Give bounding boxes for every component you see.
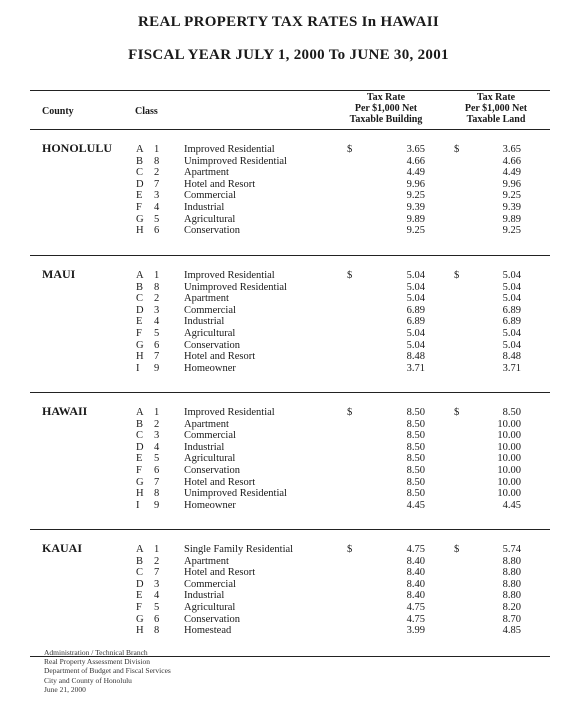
rate-building: 5.04 [406,293,425,305]
header-rate-building-line: Taxable Building [349,114,423,125]
dollar-sign-land: $ [454,144,460,155]
rate-land: 4.45 [502,499,521,511]
table-row [30,614,550,626]
rate-building: 3.65 [406,144,425,155]
class-number: 9 [154,499,160,511]
class-letter: G [136,339,144,351]
class-letter: C [136,567,144,579]
class-description: Commercial [184,190,236,202]
class-number: 7 [154,567,160,579]
rate-land: 6.89 [502,316,521,328]
class-description: Homestead [184,625,232,637]
rate-building: 4.49 [406,167,425,179]
table-row [30,556,550,568]
document-subtitle: FISCAL YEAR JULY 1, 2000 To JUNE 30, 2001 [128,47,449,63]
rate-land: 9.25 [502,190,521,202]
footer-line: Department of Budget and Fiscal Services [44,666,171,676]
rate-building: 5.04 [406,327,425,339]
rate-land: 3.65 [502,144,521,155]
class-letter: I [136,499,140,511]
rate-land: 8.80 [502,555,521,567]
table-row [30,407,550,419]
header-rate-land-line: Taxable Land [466,114,526,125]
table-row [30,167,550,179]
class-description: Unimproved Residential [184,281,287,293]
table-row [30,500,550,512]
table-row [30,351,550,363]
table-row [30,144,550,156]
rate-land: 8.70 [502,613,521,625]
header-rate-building-line: Tax Rate [366,92,406,103]
table-row [30,579,550,591]
table-row [30,340,550,352]
class-number: 2 [154,167,160,179]
class-number: 4 [154,201,160,213]
class-letter: F [136,601,142,613]
table-row [30,602,550,614]
rate-building: 5.04 [406,339,425,351]
rate-building: 3.71 [406,362,425,374]
rate-building: 8.48 [406,351,425,363]
rate-building: 8.50 [406,430,425,442]
class-number: 3 [154,578,160,590]
rate-building: 4.75 [406,544,425,555]
table-row [30,316,550,328]
class-letter: A [136,407,144,418]
table-row [30,567,550,579]
rate-land: 3.71 [502,362,521,374]
county-name: KAUAI [42,541,83,555]
class-description: Industrial [184,201,225,213]
rate-building: 8.40 [406,555,425,567]
class-number: 7 [154,476,160,488]
table-row [30,202,550,214]
class-letter: C [136,293,144,305]
rate-building: 5.04 [406,281,425,293]
rate-building: 8.50 [406,488,425,500]
dollar-sign-land: $ [454,270,460,281]
class-description: Conservation [184,464,240,476]
class-letter: A [136,544,144,555]
class-letter: G [136,476,144,488]
table-row [30,282,550,294]
class-description: Industrial [184,316,225,328]
table-row [30,477,550,489]
class-rows [30,144,550,237]
rate-land: 10.00 [497,418,521,430]
class-letter: B [136,555,144,567]
class-number: 6 [154,613,160,625]
rate-building: 8.50 [406,407,425,418]
class-description: Conservation [184,613,240,625]
class-description: Agricultural [184,453,236,465]
class-number: 3 [154,190,160,202]
class-description: Homeowner [184,362,236,374]
rate-land: 8.80 [502,578,521,590]
class-number: 4 [154,441,160,453]
class-number: 3 [154,430,160,442]
class-description: Hotel and Resort [184,476,256,488]
class-number: 2 [154,293,160,305]
header-rate-land [446,92,546,125]
header-rate-building-line: Per $1,000 Net [354,103,418,114]
class-number: 2 [154,555,160,567]
class-number: 6 [154,339,160,351]
class-description: Conservation [184,225,240,237]
class-letter: D [136,441,144,453]
class-number: 1 [154,407,160,418]
county-name: HAWAII [42,404,88,418]
rate-building: 8.40 [406,567,425,579]
table-row [30,465,550,477]
rate-land: 5.04 [502,339,521,351]
rate-land: 10.00 [497,441,521,453]
class-description: Apartment [184,418,229,430]
rate-building: 8.40 [406,590,425,602]
class-description: Unimproved Residential [184,488,287,500]
dollar-sign-building: $ [347,270,353,281]
class-number: 2 [154,418,160,430]
rate-land: 10.00 [497,476,521,488]
header-rate-building [336,92,436,125]
footer-attribution [44,648,171,694]
class-number: 4 [154,316,160,328]
rate-building: 9.25 [406,190,425,202]
header-class: Class [135,106,158,117]
table-row [30,430,550,442]
table-row [30,156,550,168]
class-description: Single Family Residential [184,544,294,555]
rate-land: 4.49 [502,167,521,179]
class-letter: C [136,167,144,179]
tax-rate-table [30,90,550,657]
class-letter: F [136,464,142,476]
county-name: HONOLULU [42,141,113,155]
class-number: 4 [154,590,160,602]
table-row [30,179,550,191]
class-letter: H [136,225,144,237]
table-row [30,328,550,340]
class-letter: A [136,270,144,281]
rate-land: 9.25 [502,225,521,237]
class-letter: B [136,281,144,293]
rate-land: 9.96 [502,178,521,190]
table-row [30,625,550,637]
class-number: 5 [154,601,160,613]
rate-land: 5.04 [502,327,521,339]
class-letter: I [136,362,140,374]
rate-building: 8.50 [406,441,425,453]
table-row [30,363,550,375]
dollar-sign-land: $ [454,407,460,418]
rate-building: 8.50 [406,418,425,430]
class-letter: B [136,418,144,430]
class-description: Homeowner [184,499,236,511]
class-description: Conservation [184,339,240,351]
table-row [30,453,550,465]
rate-building: 5.04 [406,270,425,281]
class-number: 6 [154,464,160,476]
class-letter: H [136,625,144,637]
class-letter: H [136,488,144,500]
rate-building: 8.50 [406,453,425,465]
class-letter: H [136,351,144,363]
class-description: Commercial [184,304,236,316]
class-letter: E [136,316,143,328]
class-letter: D [136,178,144,190]
class-description: Apartment [184,167,229,179]
rate-land: 5.74 [502,544,521,555]
class-letter: G [136,613,144,625]
rate-land: 8.80 [502,590,521,602]
class-number: 9 [154,362,160,374]
rate-land: 6.89 [502,304,521,316]
table-row [30,590,550,602]
rate-land: 8.80 [502,567,521,579]
rate-land: 4.85 [502,625,521,637]
county-section-honolulu [30,130,550,256]
class-number: 5 [154,213,160,225]
table-header [30,91,550,130]
document-title: REAL PROPERTY TAX RATES In HAWAII [138,14,439,30]
rate-building: 9.89 [406,213,425,225]
class-number: 8 [154,625,160,637]
county-sections [30,130,550,657]
class-letter: F [136,327,142,339]
county-section-maui [30,256,550,393]
dollar-sign-building: $ [347,407,353,418]
rate-land: 10.00 [497,488,521,500]
rate-building: 9.25 [406,225,425,237]
class-description: Hotel and Resort [184,351,256,363]
table-row [30,190,550,202]
class-letter: D [136,304,144,316]
class-letter: B [136,155,144,167]
table-row [30,214,550,226]
rate-building: 8.40 [406,578,425,590]
class-number: 5 [154,327,160,339]
class-description: Hotel and Resort [184,567,256,579]
class-description: Improved Residential [184,270,275,281]
class-description: Industrial [184,441,225,453]
rate-building: 9.96 [406,178,425,190]
dollar-sign-building: $ [347,544,353,555]
rate-land: 8.20 [502,601,521,613]
rate-building: 6.89 [406,316,425,328]
class-letter: E [136,590,143,602]
footer-line: City and County of Honolulu [44,675,132,685]
rate-building: 3.99 [406,625,425,637]
rate-building: 4.66 [406,155,425,167]
class-rows [30,544,550,637]
class-description: Unimproved Residential [184,155,287,167]
rate-building: 4.45 [406,499,425,511]
rate-building: 9.39 [406,201,425,213]
header-county: County [42,106,74,117]
class-number: 1 [154,544,160,555]
rate-land: 5.04 [502,293,521,305]
rate-building: 8.50 [406,464,425,476]
rate-land: 10.00 [497,453,521,465]
class-description: Hotel and Resort [184,178,256,190]
class-number: 8 [154,155,160,167]
class-number: 1 [154,270,160,281]
table-row [30,305,550,317]
rate-land: 9.39 [502,201,521,213]
rate-building: 4.75 [406,613,425,625]
rate-land: 8.50 [502,407,521,418]
class-letter: G [136,213,144,225]
header-rate-land-line: Tax Rate [476,92,516,103]
county-section-hawaii [30,393,550,530]
class-rows [30,270,550,374]
class-description: Commercial [184,430,236,442]
class-description: Agricultural [184,213,236,225]
class-description: Agricultural [184,601,236,613]
county-section-kauai [30,530,550,657]
rate-land: 5.04 [502,270,521,281]
rate-building: 8.50 [406,476,425,488]
class-number: 1 [154,144,160,155]
class-letter: F [136,201,142,213]
class-letter: E [136,190,143,202]
class-number: 5 [154,453,160,465]
class-description: Apartment [184,293,229,305]
rate-land: 5.04 [502,281,521,293]
table-row [30,293,550,305]
class-description: Industrial [184,590,225,602]
table-row [30,419,550,431]
class-letter: A [136,144,144,155]
footer-line: Administration / Technical Branch [44,648,148,657]
class-number: 8 [154,488,160,500]
table-row [30,544,550,556]
rate-building: 6.89 [406,304,425,316]
class-letter: C [136,430,144,442]
class-description: Agricultural [184,327,236,339]
dollar-sign-building: $ [347,144,353,155]
table-row [30,270,550,282]
footer-line: Real Property Assessment Division [44,657,151,667]
footer-line: June 21, 2000 [44,684,86,694]
header-rate-land-line: Per $1,000 Net [464,103,528,114]
class-description: Commercial [184,578,236,590]
class-letter: D [136,578,144,590]
class-number: 6 [154,225,160,237]
table-row [30,225,550,237]
class-letter: E [136,453,143,465]
table-row [30,442,550,454]
rate-land: 10.00 [497,464,521,476]
dollar-sign-land: $ [454,544,460,555]
class-number: 7 [154,178,160,190]
rate-land: 4.66 [502,155,521,167]
class-number: 3 [154,304,160,316]
county-name: MAUI [42,267,76,281]
rate-land: 8.48 [502,351,521,363]
table-row [30,488,550,500]
rate-building: 4.75 [406,601,425,613]
class-description: Improved Residential [184,144,275,155]
class-number: 7 [154,351,160,363]
class-rows [30,407,550,511]
class-description: Apartment [184,555,229,567]
class-description: Improved Residential [184,407,275,418]
rate-land: 10.00 [497,430,521,442]
rate-land: 9.89 [502,213,521,225]
class-number: 8 [154,281,160,293]
